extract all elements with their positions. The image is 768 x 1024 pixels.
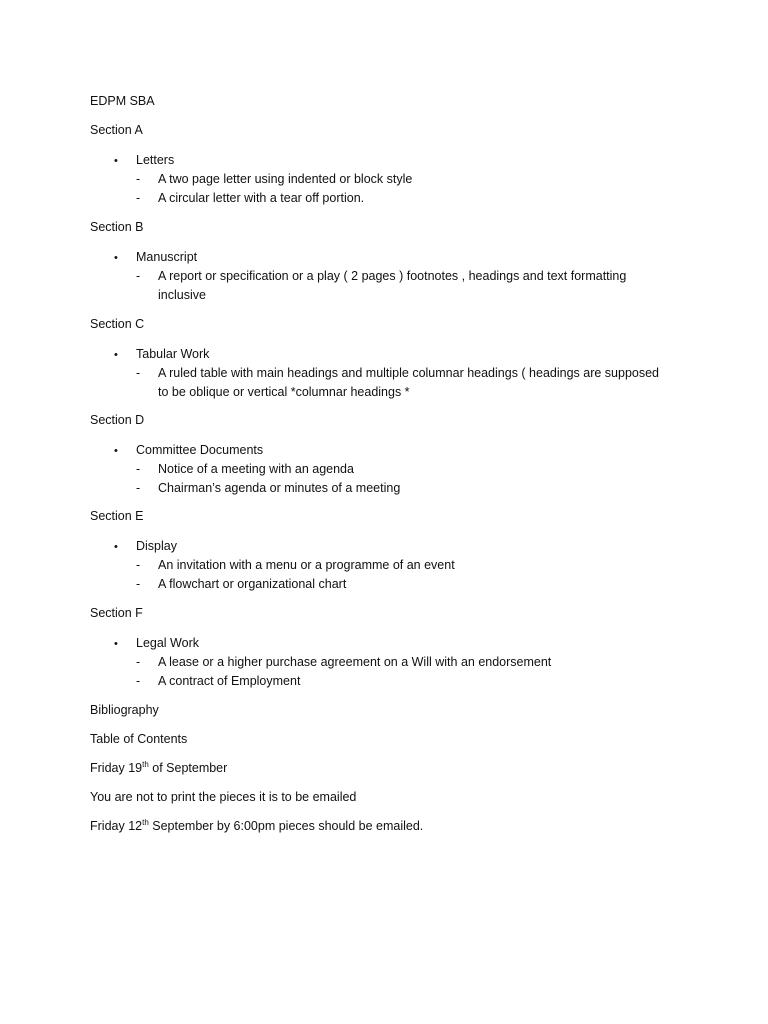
due-date-line-1 (90, 760, 227, 776)
section-f-item-2 (136, 673, 300, 689)
dash-icon: - (136, 366, 141, 380)
bullet-icon: • (114, 541, 118, 553)
section-b-heading: Section B (90, 220, 144, 234)
due-date-1-ordinal: th (142, 759, 149, 769)
due-date-line-2 (90, 818, 423, 834)
bullet-icon: • (114, 349, 118, 361)
section-e-item-1-text: An invitation with a menu or a programme of an event (158, 558, 455, 572)
section-a-topic (114, 152, 174, 169)
dash-icon: - (136, 172, 141, 186)
section-e-item-2-text: A flowchart or organizational chart (158, 577, 347, 591)
bullet-icon: • (114, 155, 118, 167)
section-d-topic-label: Committee Documents (136, 443, 264, 457)
document-title: EDPM SBA (90, 94, 155, 108)
due-date-2-ordinal: th (142, 817, 149, 827)
section-a-topic-label: Letters (136, 153, 175, 167)
section-a-item-1-text: A two page letter using indented or block style (158, 172, 413, 186)
section-a-heading: Section A (90, 123, 143, 137)
section-b-item-1 (136, 268, 626, 284)
section-d-item-2 (136, 480, 400, 496)
section-f-item-1-text: A lease or a higher purchase agreement on a Will with an endorsement (158, 655, 552, 669)
due-date-2-detail: September by 6:00pm pieces should be emailed. (148, 819, 424, 833)
section-b-topic (114, 249, 197, 266)
section-b-item-1-text: A report or specification or a play ( 2 pages ) footnotes , headings and text formatting (158, 269, 627, 283)
section-b-item-1-continuation: inclusive (158, 288, 206, 302)
section-f-item-1 (136, 654, 551, 670)
section-f-item-2-text: A contract of Employment (158, 674, 301, 688)
section-e-item-1 (136, 557, 455, 573)
dash-icon: - (136, 655, 141, 669)
due-date-1-month: of September (148, 761, 228, 775)
section-c-item-1-continuation: to be oblique or vertical *columnar headings * (158, 385, 410, 399)
bullet-icon: • (114, 638, 118, 650)
email-note-line: You are not to print the pieces it is to be emailed (90, 790, 357, 804)
section-f-heading: Section F (90, 606, 143, 620)
section-e-item-2 (136, 576, 346, 592)
section-d-item-1 (136, 461, 354, 477)
section-e-topic-label: Display (136, 539, 177, 553)
due-date-2-text: Friday 12 (90, 819, 143, 833)
due-date-1-text: Friday 19 (90, 761, 143, 775)
section-e-topic (114, 538, 177, 555)
dash-icon: - (136, 674, 141, 688)
section-c-item-1 (136, 365, 659, 381)
bullet-icon: • (114, 445, 118, 457)
dash-icon: - (136, 191, 141, 205)
section-f-topic-label: Legal Work (136, 636, 199, 650)
table-of-contents-line: Table of Contents (90, 732, 188, 746)
bibliography-line: Bibliography (90, 703, 159, 717)
dash-icon: - (136, 558, 141, 572)
section-a-item-2-text: A circular letter with a tear off portion. (158, 191, 365, 205)
section-b-topic-label: Manuscript (136, 250, 198, 264)
section-c-item-1-text: A ruled table with main headings and multiple columnar headings ( headings are supposed (158, 366, 660, 380)
section-c-topic (114, 346, 209, 363)
section-d-topic (114, 442, 263, 459)
section-d-item-2-text: Chairman’s agenda or minutes of a meeting (158, 481, 401, 495)
section-a-item-1 (136, 171, 412, 187)
section-d-heading: Section D (90, 413, 145, 427)
section-c-topic-label: Tabular Work (136, 347, 210, 361)
dash-icon: - (136, 462, 141, 476)
dash-icon: - (136, 269, 141, 283)
bullet-icon: • (114, 252, 118, 264)
section-d-item-1-text: Notice of a meeting with an agenda (158, 462, 354, 476)
section-f-topic (114, 635, 199, 652)
dash-icon: - (136, 481, 141, 495)
section-e-heading: Section E (90, 509, 144, 523)
section-a-item-2 (136, 190, 364, 206)
dash-icon: - (136, 577, 141, 591)
section-c-heading: Section C (90, 317, 145, 331)
